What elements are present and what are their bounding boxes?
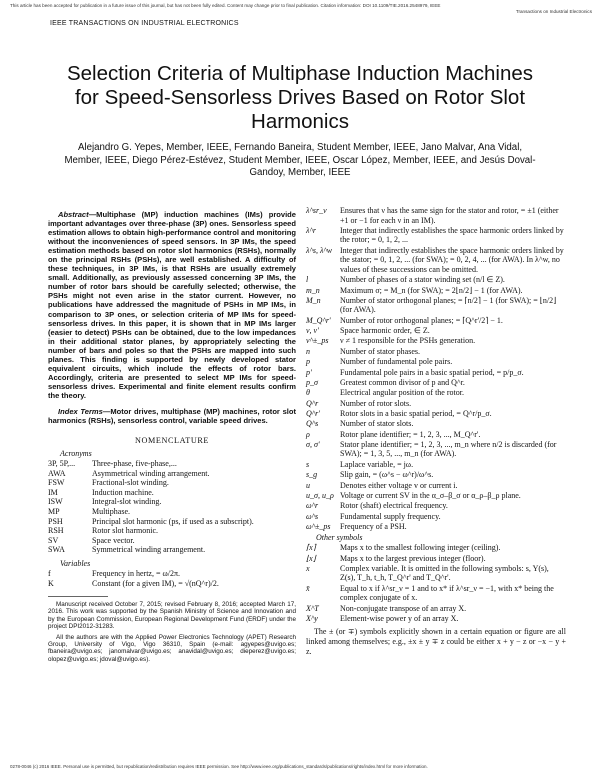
symbol-cell: u_σ, u_ρ <box>306 490 334 500</box>
definition-cell: Ensures that ν has the same sign for the stator and rotor, = ±1 (either +1 or −1 for each ν in an IM). <box>340 206 559 225</box>
symbol-cell: θ <box>306 388 310 398</box>
symbol-cell: f <box>48 569 51 579</box>
other-symbols-subheading: Other symbols <box>316 533 363 543</box>
symbol-cell: λ^s, λ^w <box>306 245 333 255</box>
definition-row <box>306 388 566 398</box>
definition-row <box>306 246 566 275</box>
symbol-cell: Q^r' <box>306 408 320 418</box>
symbol-cell: AWA <box>48 468 66 478</box>
symbol-cell: ω^s <box>306 511 319 521</box>
definition-cell: Integral-slot winding. <box>92 497 162 507</box>
definition-cell: Rotor plane identifier; = 1, 2, 3, ..., M_Q^r'. <box>340 429 481 439</box>
symbol-cell: s_g <box>306 470 318 480</box>
footnote-rule <box>48 596 108 597</box>
acronym-row <box>48 488 254 498</box>
author-list: Alejandro G. Yepes, Member, IEEE, Fernando Baneira, Student Member, IEEE, Jano Malvar, Ana Vidal, Member, IEEE, Diego Pérez-Estévez, Student Member, IEEE, Oscar López, Member, IEEE, and Jesús Doval-Gandoy, Member, IEEE <box>64 142 536 178</box>
definition-cell: Maximum σ; = M_n (for SWA); = 2⌊n/2⌋ − 1 (for AWA). <box>340 285 523 295</box>
definition-cell: Electrical angular position of the rotor. <box>340 388 464 398</box>
abstract-text: —Multiphase (MP) induction machines (IMs) provide important advantages over three-phase (3P) ones. Sensorless speed estimation allows to obtain high-performance control and monitoring without the inconveniences of speed sensors. In 3P IMs, the speed estimation methods based on rotor slot harmonics (RSHs), normally on the principal RSHs (PSHs), are well established. A difficulty of these techniques, in 3P IMs, is that RSHs are usually extremely small. Additionally, as previously assessed concerning 3P IMs, the number of rotor bars should be carefully selected; otherwise, the PSHs might not even arise in the stator current. However, no publications have addressed the magnitude of PSHs in MP IMs, in comparison to 3P ones, or selection criteria of MP IMs for speed-sensorless drives. In this paper, it is shown that in MP IMs larger (easier to detect) PSHs can be obtained, due to the low impedances in their additional stator planes, by appropriately selecting the number of bars and poles so that the PSHs are mapped into such planes. This finding is supported by newly developed stator equivalent circuits, which include the effects of rotor bars. Accordingly, criteria are presented to select MP IMs for speed-sensorless drives. Experimental and finite element results confirm the theory. <box>48 210 296 400</box>
symbol-cell: 3P, 5P,... <box>48 459 76 469</box>
definition-cell: Asymmetrical winding arrangement. <box>92 468 210 478</box>
banner-line-2: Transactions on Industrial Electronics <box>515 8 592 14</box>
acronym-row <box>48 497 254 507</box>
acronym-row <box>48 517 254 527</box>
acronym-row <box>48 526 254 536</box>
index-terms-label: Index Terms <box>58 406 103 416</box>
journal-header: IEEE TRANSACTIONS ON INDUSTRIAL ELECTRONICS <box>50 20 239 27</box>
definition-cell: Number of rotor orthogonal planes; = ⌈Q^r'/2⌉ − 1. <box>340 315 503 325</box>
acronym-row <box>48 536 254 546</box>
definition-cell: Number of stator orthogonal planes; = ⌈n/2⌉ − 1 (for SWA); = ⌊n/2⌋ (for AWA). <box>340 295 557 315</box>
symbol-cell: ISW <box>48 497 63 507</box>
symbol-cell: MP <box>48 507 60 517</box>
symbol-cell: Q^s <box>306 419 319 429</box>
definition-cell: Complex variable. It is omitted in the following symbols: s, Y(s), Z(s), T_h, t_h, T_Q^r' and T_Q^r'. <box>340 563 549 583</box>
symbol-cell: p <box>306 357 310 367</box>
definition-cell: Multiphase. <box>92 507 130 517</box>
acronym-row <box>48 507 254 517</box>
other-symbol-row <box>306 554 566 564</box>
nomenclature-heading: NOMENCLATURE <box>134 436 210 446</box>
definition-cell: Maps x to the smallest following integer (ceiling). <box>340 543 501 553</box>
acronym-row <box>48 478 254 488</box>
right-column <box>306 206 566 656</box>
definition-cell: Stator plane identifier; = 1, 2, 3, ..., m_n where n/2 is discarded (for SWA); = 1, 3, 5, ..., m_n (for AWA). <box>340 439 557 459</box>
definition-cell: Constant (for a given IM), = √(nQ^r)/2. <box>92 578 219 588</box>
symbol-cell: FSW <box>48 478 65 488</box>
symbol-cell: Q^r <box>306 398 319 408</box>
paper-title: Selection Criteria of Multiphase Induction Machines for Speed-Sensorless Drives Based on Rotor Slot Harmonics <box>66 62 534 133</box>
symbol-cell: X^T <box>306 603 319 613</box>
definition-cell: Frequency of a PSH. <box>340 521 407 531</box>
symbol-cell: K <box>48 578 54 588</box>
definition-cell: Number of fundamental pole pairs. <box>340 357 453 367</box>
abstract-label: Abstract <box>58 210 89 219</box>
symbol-cell: λ^r <box>306 225 316 235</box>
definition-row <box>306 501 566 511</box>
symbol-cell: M_n <box>306 295 321 305</box>
acronym-row <box>48 459 254 469</box>
variables-table <box>48 569 219 588</box>
definition-row <box>306 326 566 336</box>
definition-cell: Three-phase, five-phase,... <box>92 459 177 469</box>
definition-row <box>306 522 566 532</box>
symbol-cell: ω^±_ps <box>306 521 331 531</box>
symbol-cell: X^y <box>306 614 318 624</box>
definition-row <box>306 296 566 316</box>
symbol-cell: λ^sr_ν <box>306 206 327 215</box>
acronyms-subheading: Acronyms <box>60 449 92 459</box>
footnote-manuscript: Manuscript received October 7, 2015; revised February 8, 2016; accepted March 17, 2016. This work was supported by the Spanish Ministry of Science and Innovation and by the European Commission, European Regional Development Fund (ERDF) under the project DPI2012-31283. <box>48 601 296 630</box>
definition-cell: Fundamental pole pairs in a basic spatial period, = p/p_σ. <box>340 367 524 377</box>
definition-cell: Voltage or current SV in the α_σ–β_σ or α_ρ–β_ρ plane. <box>340 490 521 500</box>
symbol-cell: s <box>306 459 310 469</box>
definition-cell: Integer that indirectly establishes the space harmonic orders linked by the rotor; = 0, 1, 2, ... <box>340 225 564 245</box>
symbol-cell: x̄ <box>306 583 310 593</box>
definition-cell: Symmetrical winding arrangement. <box>92 545 206 555</box>
definition-cell: Rotor slots in a basic spatial period, = Q^r/p_σ. <box>340 408 492 418</box>
definition-row <box>306 378 566 388</box>
abstract <box>48 210 296 400</box>
definition-cell: Integer that indirectly establishes the space harmonic orders linked by the stator; = 0, 1, 2, ... (for SWA); = 0, 2, 4, ... (for AWA). In λ^w, no values of these successions can be omitted. <box>340 245 564 274</box>
definition-cell: Number of stator phases. <box>340 346 420 356</box>
definition-row <box>306 368 566 378</box>
definition-row <box>306 491 566 501</box>
index-terms-text: —Motor drives, multiphase (MP) machines, rotor slot harmonics (RSHs), sensorless control, variable speed drives. <box>48 406 296 426</box>
other-symbol-row <box>306 564 566 584</box>
definition-cell: Maps x to the largest previous integer (floor). <box>340 553 486 563</box>
definition-row <box>306 316 566 326</box>
definition-cell: Equal to x if λ^sr_ν = 1 and to x* if λ^sr_ν = −1, with x* being the complex conjugate of x. <box>340 583 554 603</box>
other-symbol-row <box>306 614 566 624</box>
definition-cell: Space vector. <box>92 535 135 545</box>
definition-cell: Rotor (shaft) electrical frequency. <box>340 501 448 511</box>
definition-cell: Induction machine. <box>92 487 154 497</box>
definition-row <box>306 336 566 346</box>
symbol-cell: u <box>306 480 310 490</box>
copyright-line: 0278-0046 (c) 2016 IEEE. Personal use is permitted, but republication/redistribution requires IEEE permission. See http://www.ieee.org/publications_standards/publications/rights/index.html for more information. <box>10 764 428 769</box>
definition-row <box>306 399 566 409</box>
symbol-cell: σ, σ' <box>306 439 320 449</box>
definition-cell: Non-conjugate transpose of an array X. <box>340 603 467 613</box>
definition-cell: Frequency in hertz, = ω/2π. <box>92 569 181 579</box>
definition-cell: Number of rotor slots. <box>340 398 412 408</box>
definition-row <box>306 460 566 470</box>
symbol-cell: ⌊x⌋ <box>306 553 316 563</box>
definition-row <box>306 226 566 246</box>
acronym-row <box>48 469 254 479</box>
definitions-table <box>306 206 566 532</box>
acronyms-table <box>48 459 254 555</box>
symbol-cell: ν, ν' <box>306 326 319 336</box>
definition-row <box>306 409 566 419</box>
definition-row <box>306 357 566 367</box>
symbol-cell: SV <box>48 535 59 545</box>
definition-row <box>306 206 566 226</box>
definition-cell: Greatest common divisor of p and Q^r. <box>340 377 465 387</box>
definition-cell: Rotor slot harmonic. <box>92 526 158 536</box>
definition-row <box>306 512 566 522</box>
definition-cell: Fundamental supply frequency. <box>340 511 441 521</box>
banner-line-1: This article has been accepted for publication in a future issue of this journal, but has not been fully edited. Content may change prior to final publication. Citation information: DOI 10.1109/TIE.2016.2548979, IEEE <box>10 3 441 8</box>
definition-row <box>306 347 566 357</box>
variable-row <box>48 569 219 579</box>
definition-row <box>306 470 566 480</box>
symbol-cell: ⌈x⌉ <box>306 543 316 553</box>
definition-row <box>306 286 566 296</box>
definition-row <box>306 275 566 285</box>
definition-cell: Element-wise power y of an array X. <box>340 614 459 624</box>
other-symbol-row <box>306 543 566 553</box>
other-symbol-row <box>306 604 566 614</box>
symbol-cell: PSH <box>48 516 63 526</box>
other-symbols-table <box>306 543 566 624</box>
definition-cell: Principal slot harmonic (ps, if used as a subscript). <box>92 516 254 526</box>
definition-row <box>306 440 566 460</box>
definition-row <box>306 430 566 440</box>
symbol-cell: n <box>306 346 310 356</box>
definition-cell: Slip gain, = (ω^s − ω^r)/ω^s. <box>340 470 434 480</box>
definition-cell: Space harmonic order, ∈ Z. <box>340 326 430 336</box>
other-symbol-row <box>306 584 566 604</box>
definition-row <box>306 481 566 491</box>
definition-cell: Denotes either voltage v or current i. <box>340 480 458 490</box>
left-column <box>48 210 296 663</box>
acronym-row <box>48 545 254 555</box>
symbol-cell: ω^r <box>306 501 319 511</box>
variables-subheading: Variables <box>60 559 91 569</box>
symbol-cell: ρ <box>306 429 310 439</box>
symbol-cell: x <box>306 563 310 573</box>
definition-row <box>306 419 566 429</box>
symbol-cell: RSH <box>48 526 64 536</box>
definition-cell: Number of stator slots. <box>340 419 414 429</box>
symbol-cell: IM <box>48 487 58 497</box>
definition-cell: Laplace variable, = jω. <box>340 459 414 469</box>
index-terms <box>48 407 296 425</box>
symbol-cell: SWA <box>48 545 65 555</box>
definition-cell: Fractional-slot winding. <box>92 478 169 488</box>
symbol-cell: m_n <box>306 285 320 295</box>
definition-cell: ν ≠ 1 responsible for the PSHs generation. <box>340 336 476 346</box>
variable-row <box>48 579 219 589</box>
symbol-cell: p_σ <box>306 377 318 387</box>
closing-paragraph: The ± (or ∓) symbols explicitly shown in a certain equation or figure are all linked among themselves; e.g., ±x ± y ∓ z could be either x + y − z or −x − y + z. <box>306 627 566 656</box>
top-banner <box>10 3 592 14</box>
definition-cell: Number of phases of a stator winding set (n/l ∈ Z). <box>340 275 505 285</box>
symbol-cell: ν^±_ps <box>306 336 329 346</box>
symbol-cell: M_Q^r' <box>306 315 331 325</box>
footnote-affiliation: All the authors are with the Applied Power Electronics Technology (APET) Research Group, University of Vigo, Vigo 36310, Spain (e-mail: agyepes@uvigo.es; fbaneira@uvigo.es; janomalvar@uvigo.es; anavidal@uvigo.es; dieperez@uvigo.es; olopez@uvigo.es; jdoval@uvigo.es). <box>48 634 296 663</box>
symbol-cell: p' <box>306 367 312 377</box>
symbol-cell: l <box>306 275 309 285</box>
